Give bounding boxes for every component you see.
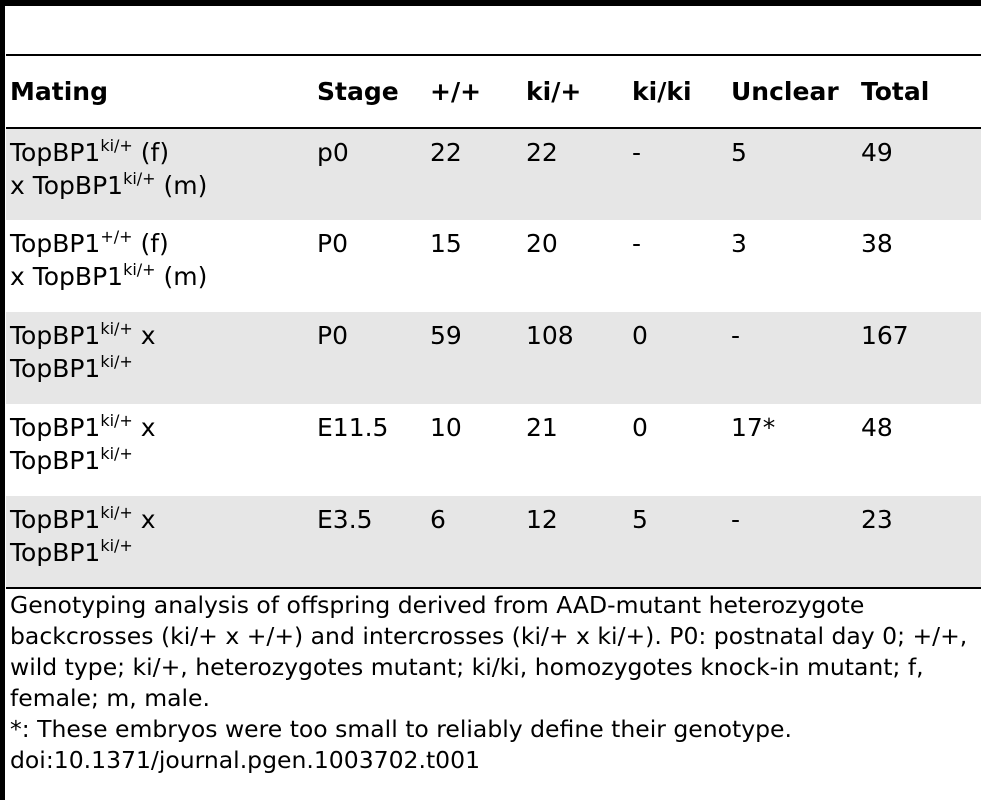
cell-stage: E3.5 <box>313 496 426 588</box>
table-notes <box>10 590 978 776</box>
cell-total: 49 <box>857 128 981 220</box>
cell-mating: TopBP1+/+ (f) x $TopBP1^{ki/+}$ (m) <box>10 227 208 291</box>
cell-homozygote: 5 <box>628 496 727 588</box>
table-row <box>6 496 981 588</box>
doi-text: doi:10.1371/journal.pgen.1003702.t001 <box>10 746 481 774</box>
header-total: Total <box>857 55 981 128</box>
header-homozygote: ki/ki <box>628 55 727 128</box>
cell-wild-type: 22 <box>426 128 522 220</box>
cell-mating: $TopBP1^{ki/+}$ x $TopBP1^{ki/+}$ <box>10 411 156 475</box>
table-row <box>6 128 981 220</box>
cell-homozygote: - <box>632 229 642 258</box>
cell-total: 38 <box>861 229 893 258</box>
cell-mating: $TopBP1^{ki/+}$ x $TopBP1^{ki/+}$ <box>6 496 313 588</box>
cell-stage: p0 <box>313 128 426 220</box>
left-border <box>0 0 5 800</box>
header-heterozygote: ki/+ <box>522 55 628 128</box>
table-row <box>6 312 981 404</box>
table-row <box>6 220 981 312</box>
cell-stage: P0 <box>313 312 426 404</box>
table-caption: Genotyping analysis of offspring derived from AAD-mutant heterozygote backcrosses (ki/+ x +/+) and intercrosses (ki/+ x ki/+). P0: postnatal day 0; +/+, wild type; ki/+, heterozygotes mutant; ki/ki, homozygotes knock-in mutant; f, female; m, male. <box>10 591 968 712</box>
cell-wild-type: 59 <box>426 312 522 404</box>
cell-wild-type: 10 <box>430 413 462 442</box>
cell-unclear: 17* <box>731 413 776 442</box>
cell-homozygote: - <box>628 128 727 220</box>
cell-stage: E11.5 <box>317 413 389 442</box>
cell-total: 23 <box>857 496 981 588</box>
cell-unclear: - <box>727 496 857 588</box>
cell-heterozygote: 22 <box>522 128 628 220</box>
cell-unclear: 5 <box>727 128 857 220</box>
header-wild-type: +/+ <box>426 55 522 128</box>
cell-mating: $TopBP1^{ki/+}$ x $TopBP1^{ki/+}$ <box>6 312 313 404</box>
cell-heterozygote: 12 <box>522 496 628 588</box>
cell-total: 48 <box>861 413 893 442</box>
cell-homozygote: 0 <box>632 413 648 442</box>
table-footnote: *: These embryos were too small to reliably define their genotype. <box>10 715 792 743</box>
cell-wild-type: 6 <box>426 496 522 588</box>
cell-mating: $TopBP1^{ki/+}$ (f) x $TopBP1^{ki/+}$ (m) <box>6 128 313 220</box>
header-unclear: Unclear <box>727 55 857 128</box>
top-border <box>0 0 981 6</box>
cell-homozygote: 0 <box>628 312 727 404</box>
genotyping-table <box>6 55 981 589</box>
cell-total: 167 <box>857 312 981 404</box>
table-row <box>6 404 981 496</box>
table-header-row <box>6 55 981 128</box>
cell-heterozygote: 108 <box>522 312 628 404</box>
header-stage: Stage <box>313 55 426 128</box>
cell-heterozygote: 21 <box>526 413 558 442</box>
header-mating: Mating <box>6 55 313 128</box>
cell-heterozygote: 20 <box>526 229 558 258</box>
cell-stage: P0 <box>317 229 348 258</box>
cell-unclear: 3 <box>731 229 747 258</box>
cell-wild-type: 15 <box>430 229 462 258</box>
cell-unclear: - <box>727 312 857 404</box>
